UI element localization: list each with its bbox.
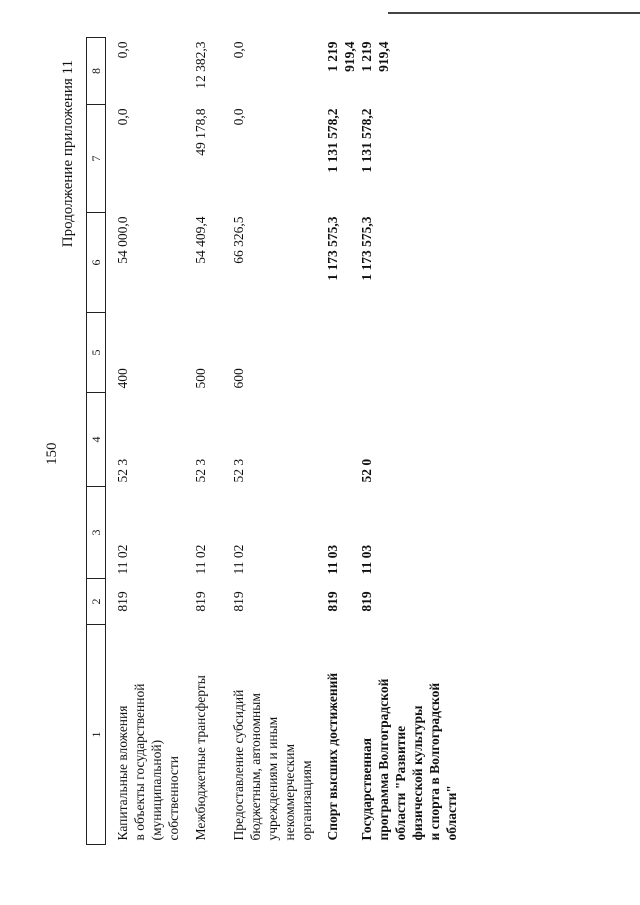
cell-amount-2: 1 131 578,2 bbox=[359, 108, 374, 173]
cell-ministry: 819 bbox=[325, 591, 340, 612]
cell-ministry: 819 bbox=[231, 591, 246, 612]
budget-table bbox=[86, 37, 460, 845]
cell-ministry: 819 bbox=[115, 591, 130, 612]
cell-amount-2: 49 178,8 bbox=[193, 108, 208, 156]
cell-amount-2: 0,0 bbox=[115, 108, 130, 126]
row-name bbox=[106, 625, 185, 845]
row-name-line: Спорт высших достижений bbox=[325, 672, 340, 841]
header-col-2: 2 bbox=[87, 579, 106, 625]
header-col-1: 1 bbox=[87, 625, 106, 845]
row-name-line: Предоставление субсидий bbox=[231, 689, 246, 841]
continuation-label: Продолжение приложения 11 bbox=[60, 60, 76, 248]
row-name bbox=[222, 625, 318, 845]
cell-target bbox=[318, 393, 358, 487]
cell-amount-2: 1 131 578,2 bbox=[325, 108, 340, 173]
row-name-line: и спорта в Волгоградской bbox=[427, 682, 442, 841]
cell-expense-type: 500 bbox=[193, 368, 208, 389]
row-name-line: области "Развитие bbox=[393, 725, 408, 841]
page-number: 150 bbox=[44, 442, 60, 465]
header-col-6: 6 bbox=[87, 213, 106, 313]
header-col-4: 4 bbox=[87, 393, 106, 487]
row-name-line: программа Волгоградской bbox=[376, 678, 391, 841]
cell-section: 11 03 bbox=[359, 544, 374, 575]
cell-amount-1: 54 000,0 bbox=[115, 216, 130, 264]
cell-expense-type: 400 bbox=[115, 368, 130, 389]
cell-amount-2: 0,0 bbox=[231, 108, 246, 126]
cell-section: 11 02 bbox=[231, 544, 246, 575]
header-col-5: 5 bbox=[87, 313, 106, 393]
row-name bbox=[358, 625, 460, 845]
row-name-line: организациям bbox=[299, 760, 314, 841]
cell-amount-1: 66 326,5 bbox=[231, 216, 246, 264]
cell-section: 11 03 bbox=[325, 544, 340, 575]
header-col-7: 7 bbox=[87, 105, 106, 213]
table-header-row bbox=[87, 38, 106, 845]
row-name-line: (муниципальной) bbox=[149, 739, 164, 841]
header-col-3: 3 bbox=[87, 487, 106, 579]
row-name-line: собственности bbox=[166, 756, 181, 841]
cell-target: 52 3 bbox=[193, 458, 208, 483]
header-col-8: 8 bbox=[87, 38, 106, 105]
cell-amount-3: 0,0 bbox=[231, 41, 246, 59]
table-row bbox=[358, 38, 460, 845]
cell-target: 52 3 bbox=[231, 458, 246, 483]
cell-amount-1: 1 173 575,3 bbox=[325, 216, 340, 281]
cell-section: 11 02 bbox=[193, 544, 208, 575]
row-name-line: в объекты государственной bbox=[132, 683, 147, 841]
row-name-line: Капитальные вложения bbox=[115, 705, 130, 841]
cell-amount-1: 1 173 575,3 bbox=[359, 216, 374, 281]
row-name bbox=[318, 625, 358, 845]
table-row bbox=[184, 38, 222, 845]
cell-ministry: 819 bbox=[193, 591, 208, 612]
table-row bbox=[106, 38, 185, 845]
row-name-line: некоммерческим bbox=[282, 743, 297, 841]
row-name-line: Государственная bbox=[359, 738, 374, 841]
cell-expense-type bbox=[318, 313, 358, 393]
row-name bbox=[184, 625, 222, 845]
row-name-line: учреждениям и иным bbox=[265, 716, 280, 841]
cell-amount-3: 1 219 919,4 bbox=[325, 41, 357, 72]
row-name-line: области" bbox=[444, 785, 459, 841]
cell-target: 52 3 bbox=[115, 458, 130, 483]
row-name-line: Межбюджетные трансферты bbox=[193, 675, 208, 841]
cell-amount-1: 54 409,4 bbox=[193, 216, 208, 264]
cell-amount-3: 12 382,3 bbox=[193, 41, 208, 89]
cell-section: 11 02 bbox=[115, 544, 130, 575]
cell-expense-type: 600 bbox=[231, 368, 246, 389]
cell-amount-3: 1 219 919,4 bbox=[359, 41, 391, 72]
cell-target: 52 0 bbox=[359, 458, 374, 483]
cell-expense-type bbox=[358, 313, 460, 393]
row-name-line: физической культуры bbox=[410, 705, 425, 841]
cell-amount-3: 0,0 bbox=[115, 41, 130, 59]
cell-ministry: 819 bbox=[359, 591, 374, 612]
table-row bbox=[318, 38, 358, 845]
table-row bbox=[222, 38, 318, 845]
row-name-line: бюджетным, автономным bbox=[248, 693, 263, 841]
